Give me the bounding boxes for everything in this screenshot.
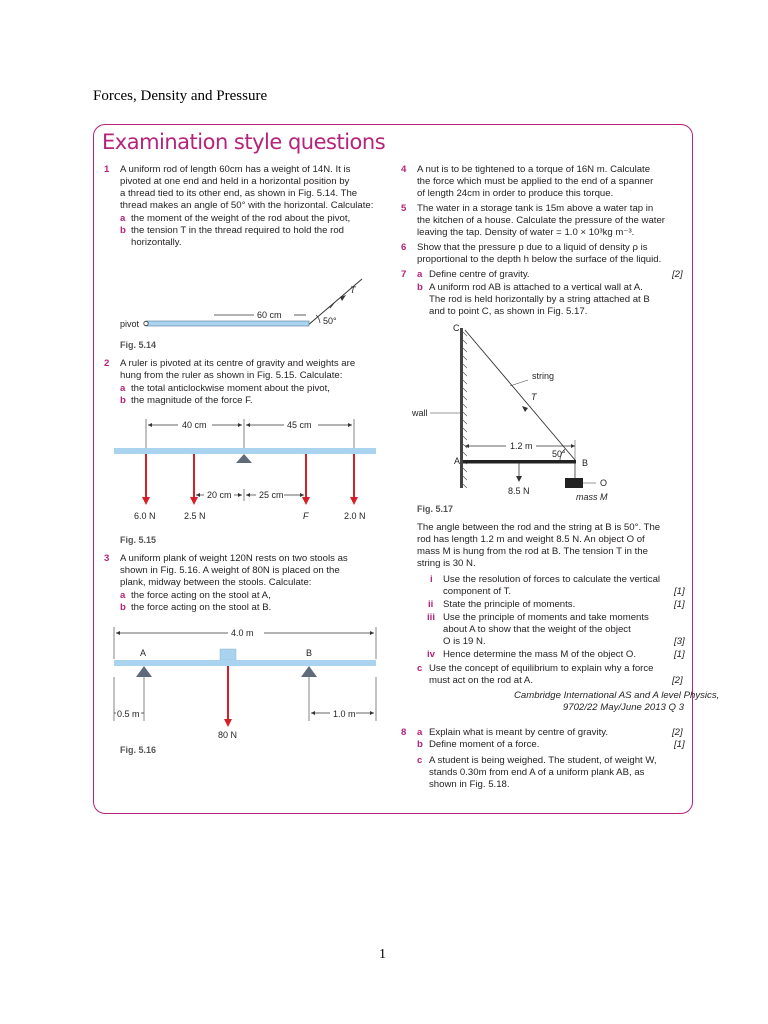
pivot-triangle [236,454,252,463]
plank-length: 4.0 m [231,628,254,638]
distance-20cm: 20 cm [207,490,232,500]
q7-c-mark: [2] [672,675,683,686]
figure-5-15 [94,413,394,531]
q6-number: 6 [401,242,407,253]
q8-part-a: Explain what is meant by centre of gravity. [429,727,608,738]
q3-line: plank, midway between the stools. Calculate: [120,577,312,588]
q7-b-i: Use the resolution of forces to calculate the vertical [443,574,661,585]
panel-title: Examination style questions [102,130,386,154]
tension-t: T [531,392,537,402]
fig-5-17-caption: Fig. 5.17 [417,504,454,514]
wall [460,328,463,488]
q8-part-c-cont: stands 0.30m from end A of a uniform plank AB, as [429,767,645,778]
q1-number: 1 [104,164,110,175]
q7a-mark: [2] [672,269,683,280]
q4-line: the force which must be applied to the end of a spanner [417,176,654,187]
q2-part-a: the total anticlockwise moment about the pivot, [131,383,330,394]
q2-part-b: the magnitude of the force F. [131,395,253,406]
q7-source: Cambridge International AS and A level Physics, [514,690,720,701]
q4-number: 4 [401,164,407,175]
figure-5-16 [94,625,394,740]
q2-line: A ruler is pivoted at its centre of gravity and weights are [120,358,356,369]
q7-part-b: and to point C, as shown in Fig. 5.17. [429,306,588,317]
q8-part-b: Define moment of a force. [429,739,540,750]
figure-5-17 [392,320,682,502]
plank [114,660,376,666]
q7-part-c: Use the concept of equilibrium to explain why a force [429,663,654,674]
q7-b-i-cont: component of T. [443,586,512,597]
point-a: A [454,456,461,466]
q7-b-iii-cont: O is 19 N. [443,636,486,647]
distance-1-0m: 1.0 m [333,709,356,719]
q7-source: 9702/22 May/June 2013 Q 3 [562,702,684,713]
q5-line: The water in a storage tank is 15m above a water tap in [417,203,654,214]
rod-ab [463,460,576,464]
q7-b-iii: Use the principle of moments and take moments [443,612,649,623]
q8-b-mark: [1] [674,739,685,750]
q1-part-a: the moment of the weight of the rod about the pivot, [131,213,351,224]
q7-number: 7 [401,269,407,280]
q1-line: a thread tied to its other end, as shown in Fig. 5.14. The [120,188,358,199]
q2-number: 2 [104,358,110,369]
page-header: Forces, Density and Pressure [93,88,268,104]
force-f: F [303,511,309,521]
mass-m-label: mass M [576,492,608,502]
string-label: string [532,371,555,381]
weight-80n: 80 N [218,730,238,740]
fig-5-14-caption: Fig. 5.14 [120,340,157,350]
q5-line: the kitchen of a house. Calculate the pressure of the water [417,215,665,226]
q7-part-c-cont: must act on the rod at A. [429,675,533,686]
force-2-5n: 2.5 N [184,511,206,521]
q6-line: Show that the pressure p due to a liquid of density ρ is [417,242,648,253]
q7-text: rod has length 1.2 m and weight 8.5 N. An object O of [417,534,645,545]
ruler [114,448,376,454]
point-b: B [306,648,313,658]
force-6n: 6.0 N [134,511,156,521]
q3-line: A uniform plank of weight 120N rests on two stools as [120,553,348,564]
distance-25cm: 25 cm [259,490,284,500]
q1-part-b: the tension T in the thread required to hold the rod [131,225,344,236]
distance-40cm: 40 cm [182,420,207,430]
q6-line: proportional to the depth h below the surface of the liquid. [417,254,662,265]
distance-45cm: 45 cm [287,420,312,430]
q7-b-i-mark: [1] [674,586,685,597]
q8-a-mark: [2] [672,727,683,738]
object-o: O [600,478,608,488]
stool-b [301,666,317,677]
q8-part-c-cont: shown in Fig. 5.18. [429,779,510,790]
q3-line: shown in Fig. 5.16. A weight of 80N is placed on the [120,565,340,576]
q3-number: 3 [104,553,110,564]
force-2n: 2.0 N [344,511,366,521]
weight-8-5n: 8.5 N [508,486,530,496]
q1-part-b-cont: horizontally. [131,237,182,248]
q7-text: string is 30 N. [417,558,476,569]
fig-5-15-caption: Fig. 5.15 [120,535,157,545]
stool-a [136,666,152,677]
q5-number: 5 [401,203,407,214]
q1-line: pivoted at one end and held in a horizontal position by [120,176,350,187]
q3-part-a: the force acting on the stool at A, [131,590,271,601]
point-b: B [582,458,589,468]
rod-length: 1.2 m [510,441,533,451]
q7-b-iii-mark: [3] [674,636,685,647]
wall-label: wall [412,408,428,418]
figure-5-14 [94,275,394,340]
q7-b-ii: State the principle of moments. [443,599,576,610]
point-c: C [453,323,460,333]
exam-questions-panel: Examination style questions 1 A uniform rod of length 60cm has a weight of 14N. It is pivoted at one end and held in a horizontal position by a thread tied to its other end, as shown in Fig. 5.14. The thread makes an angle of 50° with the horizontal. Calculate: a the moment of the weight of the rod about the pivot, b the tension T in the thread required to hold the rod horizontally. T 60 cm pivot 50° Fig. 5.14 2 A ruler is pivoted at its centre of gravity and weights are hung from the ruler as shown in Fig. 5.15. Calculate: a the total anticlockwise moment about the pivot, b the magnitude of the force F. 40 cm 45 cm 20 cm 25 cm 6.0 N 2.5 N F 2.0 N Fig. 5.15 3 A uniform plank of weight 120N rests on two stools as shown in Fig. 5.16. A weight of 80N is placed on the plank, midway between the stools. Calculate: a the force acting on the stool at A, b the force acting on the stool at B. 4.0 m A B 0.5 m 1.0 m 80 N Fig. 5.16 4 A nut is to be tightened to a torque of 16N m. Calculate the force which must be applied to the end of a spanner of length 24cm in order to produce this torque. 5 The water in a storage tank is 15m above a water tap in the kitchen of a house. Calculate the pressure of the water leaving the tap. Density of water = 1.0 × 10³kg m⁻³. 6 Show that the pressure p due to a liquid of density ρ is proportional to the depth h below the surface of the liquid. 7 a Define centre of gravity. [2] b A uniform rod AB is attached to a vertical wall at A. The rod is held horizontally by a string attached at B and to point C, as shown in Fig. 5.17. C T string wall 1.2 m 50° A B 8.5 N O mass M Fig. 5.17 The angle between the rod and the string at B is 50°. The rod has length 1.2 m and weight 8.5 N. An object O of mass M is hung from the rod at B. The tension T in the string is 30 N. i Use the resolution of forces to calculate the vertical component of T. [1] ii State the principle of moments. [1] iii Use the principle of moments and take moments about A to show that the weight of the object O is 19 N. [3] iv Hence determine the mass M of the object O. [1] c Use the concept of equilibrium to explain why a force must act on the rod at A. [2] Cambridge International AS and A level Physics, 9702/22 May/June 2013 Q 3 8 a Explain what is meant by centre of gravity. [2] b Define moment of a force. [1] c A student is being weighed. The student, of weight W, stands 0.30m from end A of a uniform plank AB, as shown in Fig. 5.18. [93,124,693,814]
weight-block [220,649,236,660]
angle-label: 50° [323,316,337,326]
q4-line: of length 24cm in order to produce this torque. [417,188,614,199]
q4-line: A nut is to be tightened to a torque of 16N m. Calculate [417,164,651,175]
q7-part-b: The rod is held horizontally by a string attached at B [429,294,650,305]
point-a: A [140,648,147,658]
q7-text: mass M is hung from the rod at B. The tension T in the [417,546,648,557]
angle-50: 50° [552,449,566,459]
q1-line: A uniform rod of length 60cm has a weight of 14N. It is [120,164,351,175]
q7-part-a: Define centre of gravity. [429,269,530,280]
q7-b-ii-mark: [1] [674,599,685,610]
distance-0-5m: 0.5 m [117,709,140,719]
q7-b-iii-cont: about A to show that the weight of the object [443,624,631,635]
q7-b-iv: Hence determine the mass M of the object O. [443,649,637,660]
q8-part-c: A student is being weighed. The student, of weight W, [429,755,657,766]
q8-number: 8 [401,727,407,738]
fig-5-16-caption: Fig. 5.16 [120,745,157,755]
q1-line: thread makes an angle of 50° with the horizontal. Calculate: [120,200,374,211]
tension-label: T [350,285,356,295]
pivot-label: pivot [120,319,140,329]
q7-part-b: A uniform rod AB is attached to a vertical wall at A. [429,282,643,293]
pivot-point [144,321,148,325]
page-number: 1 [379,947,386,962]
rod-length-label: 60 cm [257,310,282,320]
q7-b-iv-mark: [1] [674,649,685,660]
mass-o [565,478,583,488]
q3-part-b: the force acting on the stool at B. [131,602,272,613]
q5-line: leaving the tap. Density of water = 1.0 × 10³kg m⁻³. [417,227,635,238]
q7-text: The angle between the rod and the string at B is 50°. The [417,522,661,533]
q2-line: hung from the ruler as shown in Fig. 5.15. Calculate: [120,370,343,381]
rod [146,321,309,326]
